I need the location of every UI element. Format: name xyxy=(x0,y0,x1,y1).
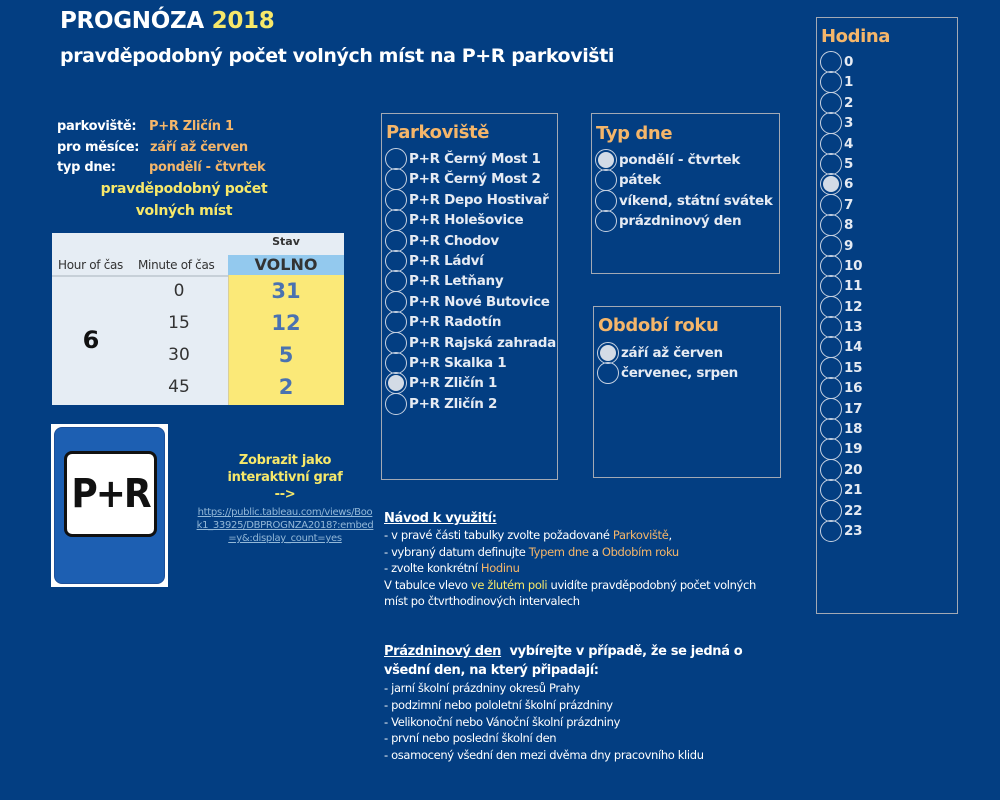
radio-unchecked-icon[interactable] xyxy=(820,500,842,522)
page-title xyxy=(60,8,274,34)
page-subtitle: pravděpodobný počet volných míst na P+R parkovišti xyxy=(60,45,615,67)
radio-unchecked-icon[interactable] xyxy=(820,133,842,155)
radio-unchecked-icon[interactable] xyxy=(820,438,842,460)
instruction-line xyxy=(384,527,784,544)
radio-label: 7 xyxy=(844,196,854,213)
radio-label: 19 xyxy=(844,441,863,458)
summary-value: září až červen xyxy=(150,140,248,155)
radio-label: červenec, srpen xyxy=(621,365,738,382)
radio-label: 13 xyxy=(844,319,863,336)
pr-sign-image xyxy=(51,424,168,587)
radio-unchecked-icon[interactable] xyxy=(385,291,407,313)
radio-unchecked-icon[interactable] xyxy=(820,459,842,481)
summary-row-parkoviste xyxy=(0,119,360,137)
summary-label: parkoviště: xyxy=(57,119,137,134)
radio-unchecked-icon[interactable] xyxy=(820,336,842,358)
radio-label: P+R Radotín xyxy=(409,314,502,331)
radio-label: 11 xyxy=(844,278,863,295)
radio-unchecked-icon[interactable] xyxy=(820,71,842,93)
summary-label: typ dne: xyxy=(57,160,116,175)
radio-unchecked-icon[interactable] xyxy=(820,235,842,257)
instruction-line xyxy=(384,560,784,577)
radio-label: 2 xyxy=(844,94,854,111)
radio-label: pondělí - čtvrtek xyxy=(619,152,741,168)
volno-heading-line2: volných míst xyxy=(135,203,233,219)
holiday-item: - osamocený všední den mezi dvěma dny pracovního klidu xyxy=(384,748,704,763)
holiday-lead xyxy=(384,642,784,661)
radio-label: 21 xyxy=(844,482,863,499)
radio-unchecked-icon[interactable] xyxy=(820,377,842,399)
summary-row-typ-dne xyxy=(0,160,360,178)
radio-label: 15 xyxy=(844,359,863,376)
tableau-link[interactable]: https://public.tableau.com/views/Book1_33925/DBPROGNZA2018?:embed=y&:display_count=yes xyxy=(196,507,374,544)
interactive-graph-link-block xyxy=(185,452,385,545)
radio-unchecked-icon[interactable] xyxy=(820,398,842,420)
instruction-line xyxy=(384,544,784,561)
radio-checked-icon[interactable] xyxy=(595,149,617,171)
instruction-line xyxy=(384,577,784,594)
instruction-text: - vybraný datum definujte xyxy=(384,544,529,559)
radio-label: 0 xyxy=(844,54,854,70)
radio-label: 17 xyxy=(844,400,863,417)
instruction-highlight: Obdobím roku xyxy=(601,544,679,559)
radio-label: 10 xyxy=(844,257,863,274)
summary-label: pro měsíce: xyxy=(57,140,140,155)
holiday-explanation xyxy=(384,642,784,764)
radio-label: 9 xyxy=(844,237,854,254)
instruction-text: V tabulce vlevo xyxy=(384,577,471,592)
filter-title: Typ dne xyxy=(596,123,673,144)
radio-checked-icon[interactable] xyxy=(385,372,407,394)
radio-unchecked-icon[interactable] xyxy=(385,332,407,354)
radio-unchecked-icon[interactable] xyxy=(385,270,407,292)
radio-unchecked-icon[interactable] xyxy=(820,194,842,216)
filter-hodina xyxy=(816,17,958,614)
radio-unchecked-icon[interactable] xyxy=(385,352,407,374)
instruction-text: uvidíte pravděpodobný počet volných xyxy=(547,577,756,592)
radio-label: P+R Skalka 1 xyxy=(409,354,507,371)
radio-unchecked-icon[interactable] xyxy=(385,168,407,190)
minute-column-header: Minute of čas xyxy=(138,258,215,272)
radio-unchecked-icon[interactable] xyxy=(595,190,617,212)
radio-label: 12 xyxy=(844,298,863,315)
radio-unchecked-icon[interactable] xyxy=(820,296,842,318)
summary-value: P+R Zličín 1 xyxy=(149,119,234,134)
radio-unchecked-icon[interactable] xyxy=(385,250,407,272)
holiday-item: - Velikonoční nebo Vánoční školní prázdniny xyxy=(384,714,621,729)
minute-cell: 30 xyxy=(168,345,190,365)
radio-label: P+R Depo Hostivař xyxy=(409,191,549,208)
instructions-heading: Návod k využití: xyxy=(384,511,497,526)
holiday-item: - jarní školní prázdniny okresů Prahy xyxy=(384,681,580,695)
summary-row-mesice xyxy=(0,140,360,158)
radio-label: 20 xyxy=(844,461,863,478)
minute-cell: 0 xyxy=(173,281,185,301)
radio-label: P+R Rajská zahrada xyxy=(409,334,556,351)
volno-column-header: VOLNO xyxy=(228,255,344,275)
instruction-highlight: Typem dne xyxy=(528,544,589,559)
radio-label: víkend, státní svátek xyxy=(619,192,773,209)
filter-parkoviste xyxy=(381,113,558,480)
radio-unchecked-icon[interactable] xyxy=(820,153,842,175)
instruction-text: a xyxy=(588,544,602,559)
volno-cell: 12 xyxy=(271,311,301,335)
radio-label: září až červen xyxy=(621,345,723,361)
radio-unchecked-icon[interactable] xyxy=(820,92,842,114)
radio-label: 14 xyxy=(844,339,863,356)
stav-header: Stav xyxy=(272,235,300,248)
radio-unchecked-icon[interactable] xyxy=(595,210,617,232)
graph-cta-arrow: --> xyxy=(274,487,296,502)
radio-unchecked-icon[interactable] xyxy=(385,311,407,333)
radio-unchecked-icon[interactable] xyxy=(385,189,407,211)
radio-unchecked-icon[interactable] xyxy=(820,316,842,338)
radio-label: 23 xyxy=(844,522,863,539)
radio-label: 5 xyxy=(844,155,854,172)
radio-unchecked-icon[interactable] xyxy=(597,362,619,384)
filter-title: Parkoviště xyxy=(386,122,490,143)
radio-label: 6 xyxy=(844,176,854,193)
sign-blue-field xyxy=(54,427,165,584)
radio-label: 8 xyxy=(844,217,854,234)
radio-unchecked-icon[interactable] xyxy=(820,418,842,440)
instruction-text: , xyxy=(668,528,672,542)
title-text: PROGNÓZA xyxy=(60,8,204,34)
sign-text: P+R xyxy=(64,451,157,537)
filter-typ-dne xyxy=(591,113,780,274)
minute-cell: 45 xyxy=(168,377,190,397)
radio-label: 4 xyxy=(844,135,854,152)
radio-label: pátek xyxy=(619,172,661,189)
instruction-highlight: ve žlutém poli xyxy=(470,577,548,592)
radio-unchecked-icon[interactable] xyxy=(820,520,842,542)
radio-label: prázdninový den xyxy=(619,213,742,230)
radio-unchecked-icon[interactable] xyxy=(820,255,842,277)
volno-heading-line1: pravděpodobný počet xyxy=(100,181,268,197)
radio-unchecked-icon[interactable] xyxy=(820,112,842,134)
radio-unchecked-icon[interactable] xyxy=(820,51,842,73)
radio-label: P+R Nové Butovice xyxy=(409,293,550,310)
holiday-term: Prázdninový den xyxy=(384,644,502,659)
radio-label: 1 xyxy=(844,74,854,91)
radio-label: P+R Ládví xyxy=(409,252,484,269)
title-year: 2018 xyxy=(211,8,275,34)
radio-unchecked-icon[interactable] xyxy=(595,169,617,191)
instruction-text: - v pravé části tabulky zvolte požadované xyxy=(384,528,613,542)
instruction-line: míst po čtvrthodinových intervalech xyxy=(384,594,580,609)
radio-label: 3 xyxy=(844,115,854,132)
volno-cell: 5 xyxy=(278,343,294,367)
graph-cta-line2: interaktivní graf xyxy=(227,470,343,485)
radio-label: P+R Černý Most 1 xyxy=(409,151,541,167)
radio-checked-icon[interactable] xyxy=(820,173,842,195)
radio-unchecked-icon[interactable] xyxy=(385,230,407,252)
radio-unchecked-icon[interactable] xyxy=(820,479,842,501)
radio-label: P+R Chodov xyxy=(409,232,499,249)
radio-label: P+R Holešovice xyxy=(409,212,524,229)
radio-label: 18 xyxy=(844,421,863,438)
hour-cell: 6 xyxy=(82,326,100,354)
radio-label: P+R Černý Most 2 xyxy=(409,171,541,188)
volno-cell: 31 xyxy=(271,279,301,303)
summary-value: pondělí - čtvrtek xyxy=(149,160,266,175)
holiday-item: - první nebo poslední školní den xyxy=(384,731,557,746)
filter-obdobi-roku xyxy=(593,306,781,478)
instruction-text: - zvolte konkrétní xyxy=(384,561,481,576)
radio-unchecked-icon[interactable] xyxy=(820,275,842,297)
radio-checked-icon[interactable] xyxy=(597,342,619,364)
filter-title: Období roku xyxy=(598,315,719,336)
graph-cta-line1: Zobrazit jako xyxy=(238,453,332,468)
radio-label: P+R Zličín 1 xyxy=(409,375,498,392)
holiday-lead-line2: všední den, na který připadají: xyxy=(384,663,599,678)
radio-label: 16 xyxy=(844,380,863,397)
radio-unchecked-icon[interactable] xyxy=(820,357,842,379)
minute-cell: 15 xyxy=(168,313,190,333)
radio-unchecked-icon[interactable] xyxy=(385,148,407,170)
instruction-highlight: Hodinu xyxy=(480,561,520,576)
radio-unchecked-icon[interactable] xyxy=(385,393,407,415)
volno-cell: 2 xyxy=(278,375,294,399)
holiday-item: - podzimní nebo pololetní školní prázdniny xyxy=(384,697,613,712)
hour-column-header: Hour of čas xyxy=(58,258,124,272)
radio-unchecked-icon[interactable] xyxy=(385,209,407,231)
holiday-lead-text: vybírejte v případě, že se jedná o xyxy=(501,644,743,659)
radio-unchecked-icon[interactable] xyxy=(820,214,842,236)
instruction-highlight: Parkoviště xyxy=(612,528,669,542)
forecast-table xyxy=(52,233,344,405)
radio-label: P+R Letňany xyxy=(409,273,504,290)
radio-label: 22 xyxy=(844,502,863,519)
filter-title: Hodina xyxy=(821,26,891,47)
radio-label: P+R Zličín 2 xyxy=(409,395,498,412)
instructions xyxy=(384,510,784,610)
